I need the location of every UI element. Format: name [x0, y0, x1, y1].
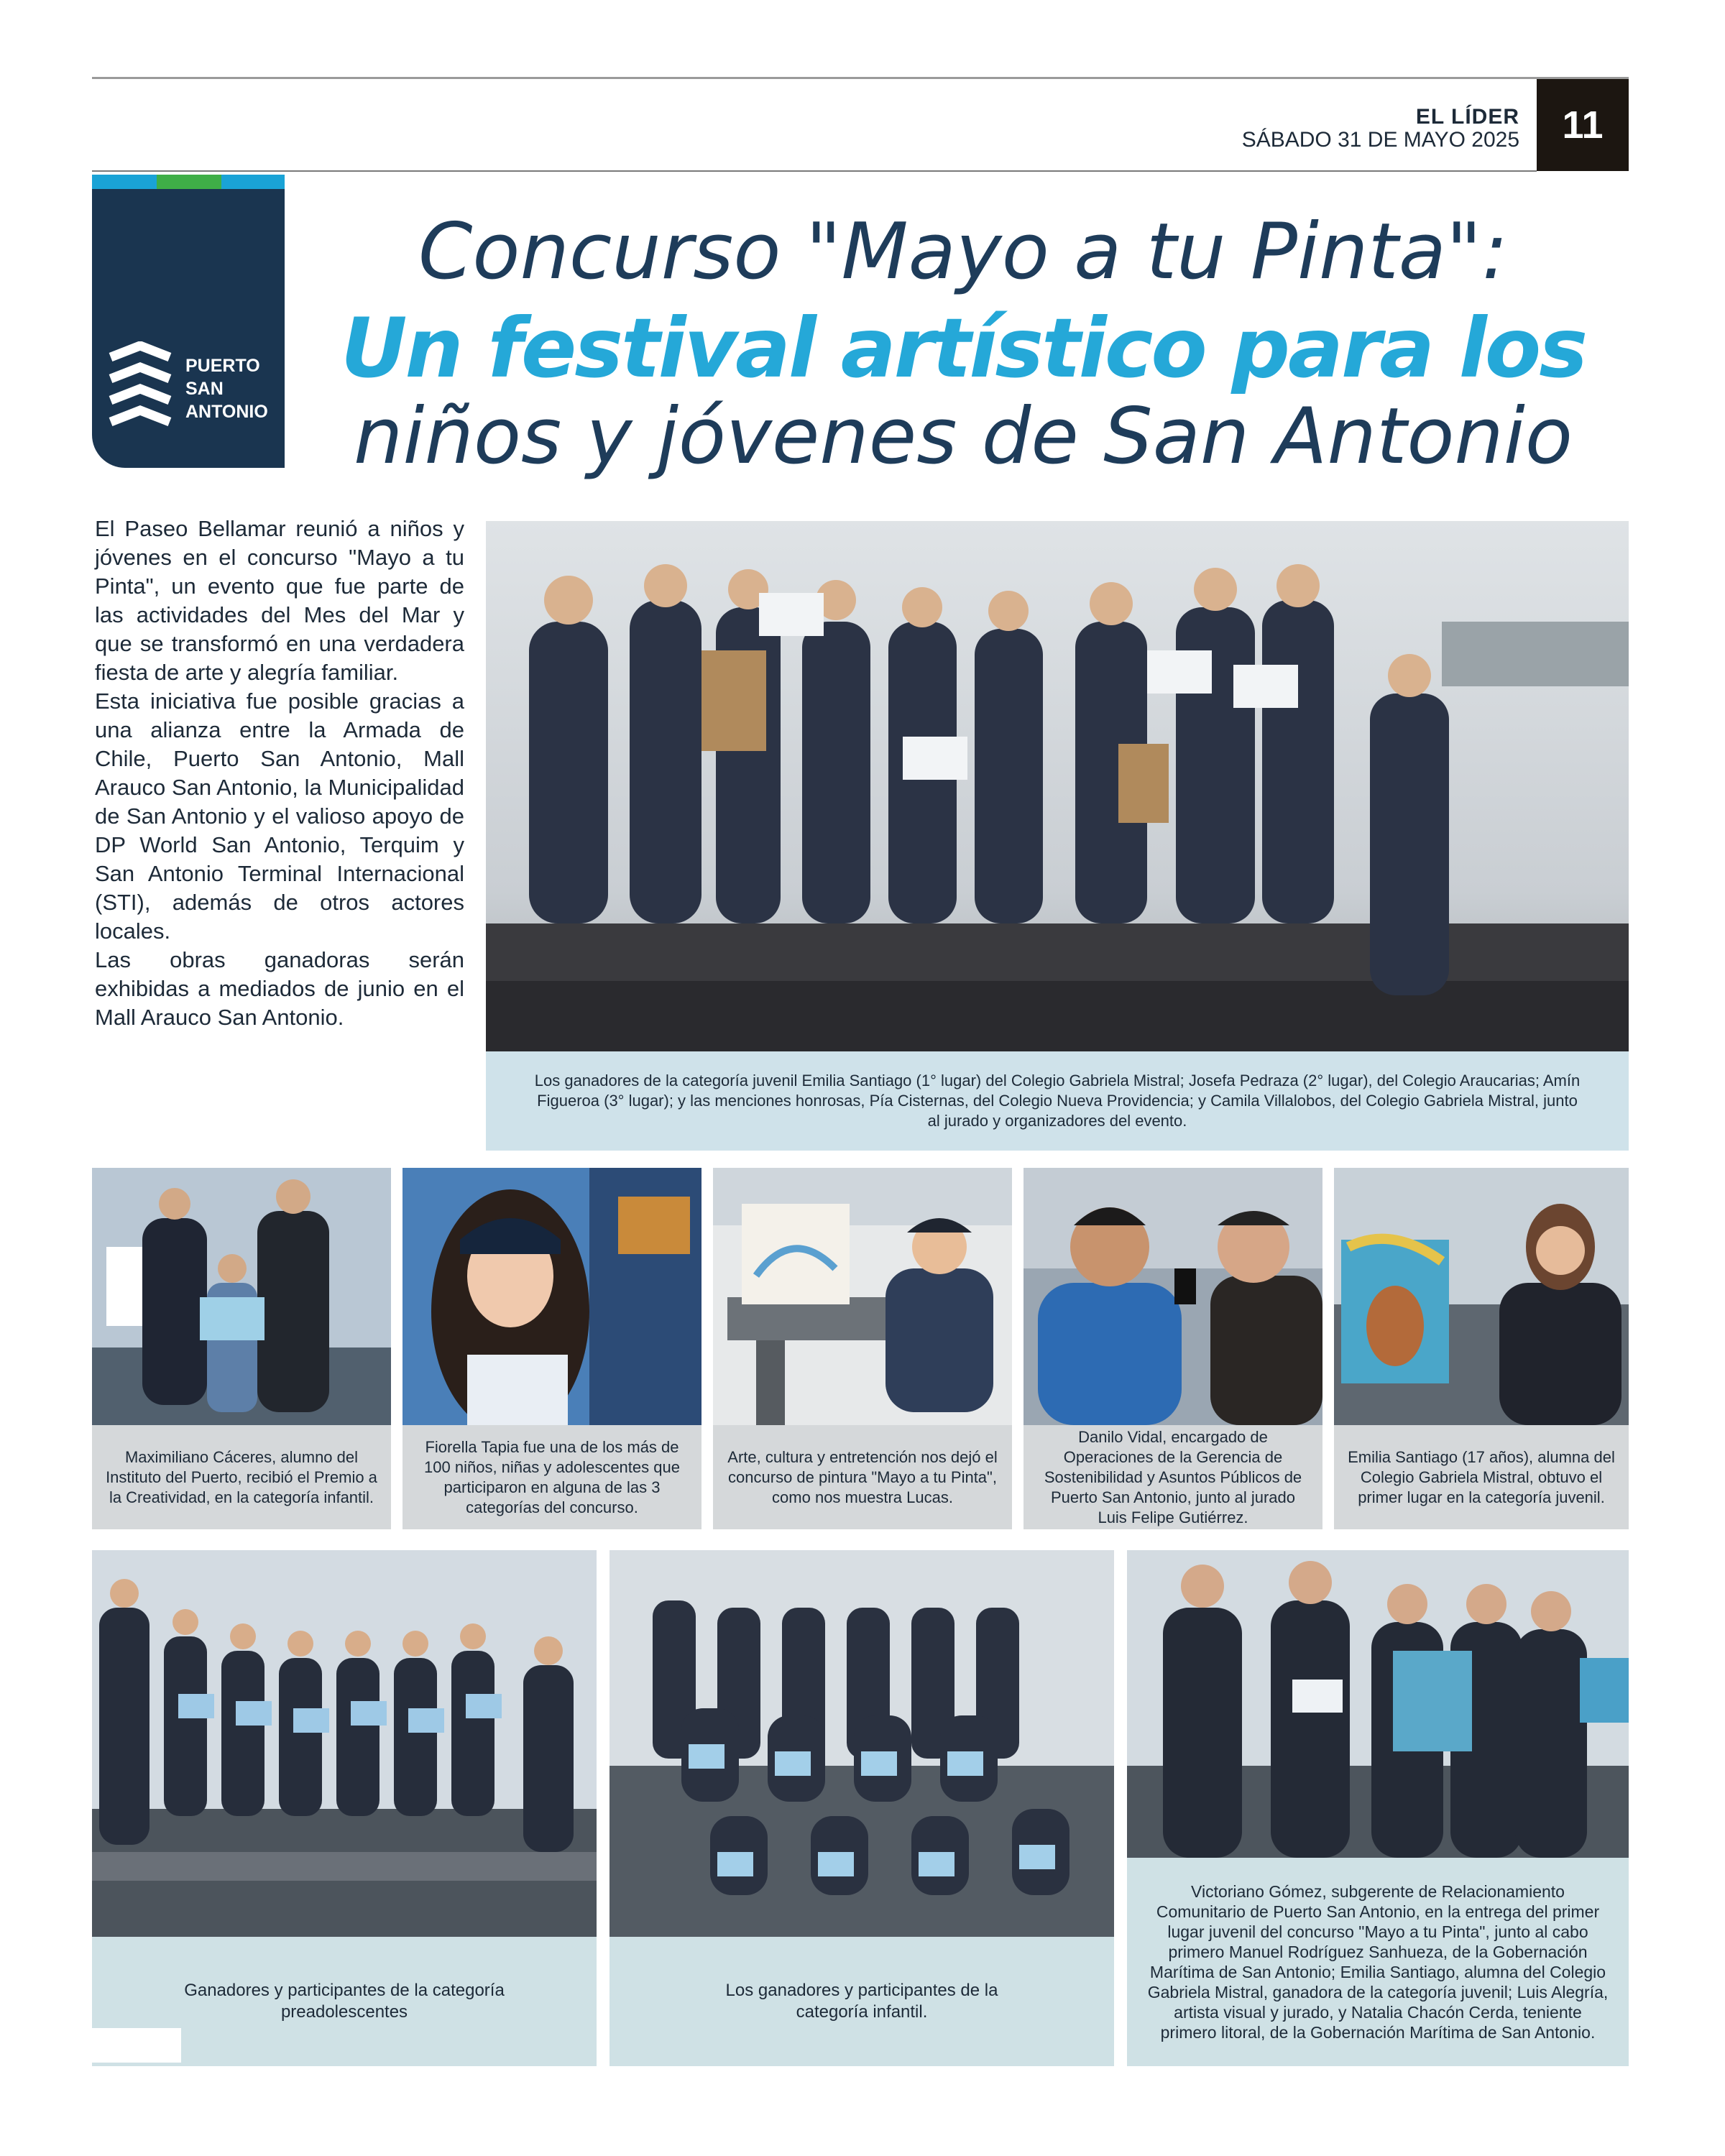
main-photo-caption: Los ganadores de la categoría juvenil Emilia Santiago (1° lugar) del Colegio Gabriela Mistral; Josefa Pedraza (2° lugar), del Colegio Araucarias; Amín Figueroa (3° lugar); y las menciones honrosas, Pía Cisternas, del Colegio Nueva Providencia; y Camila Villalobos, del Colegio Gabriela Mistral, junto al jurado y organizadores del evento. [486, 1051, 1629, 1151]
photo-victoriano [1127, 1550, 1629, 1858]
masthead [1242, 106, 1519, 151]
header-rule [92, 170, 1537, 172]
photo-preadolescentes [92, 1550, 597, 1937]
caption-fiorella: Fiorella Tapia fue una de los más de 100 niños, niñas y adolescentes que participaron en alguna de las 3 categorías del concurso. [402, 1425, 702, 1529]
section-name: PUERTO SAN ANTONIO [185, 356, 268, 422]
photo-emilia [1334, 1168, 1629, 1425]
photo-lucas [713, 1168, 1012, 1425]
caption-victoriano: Victoriano Gómez, subgerente de Relacionamiento Comunitario de Puerto San Antonio, en la entrega del primer lugar juvenil del concurso "Mayo a tu Pinta", junto al cabo primero Manuel Rodríguez Sanhueza, de la Gobernación Marítima de San Antonio; Emilia Santiago, alumna del Colegio Gabriela Mistral, ganadora de la categoría juvenil; Luis Alegría, artista visual y jurado, y Natalia Chacón Cerda, teniente primero litoral, de la Gobernación Marítima de San Antonio. [1127, 1858, 1629, 2066]
caption-infantil: Los ganadores y participantes de la categoría infantil. [610, 1937, 1114, 2066]
publication-name: EL LÍDER [1415, 105, 1519, 129]
photo-maximiliano [92, 1168, 391, 1425]
photo-infantil [610, 1550, 1114, 1937]
caption-maximiliano: Maximiliano Cáceres, alumno del Instituto del Puerto, recibió el Premio a la Creatividad, en la categoría infantil. [92, 1425, 391, 1529]
caption-preadolescentes: Ganadores y participantes de la categoría preadolescentes [92, 1937, 597, 2066]
caption-danilo: Danilo Vidal, encargado de Operaciones de la Gerencia de Sostenibilidad y Asuntos Públicos de Puerto San Antonio, junto al jurado Luis Felipe Gutiérrez. [1024, 1425, 1322, 1529]
caption-emilia: Emilia Santiago (17 años), alumna del Colegio Gabriela Mistral, obtuvo el primer lugar en la categoría juvenil. [1334, 1425, 1629, 1529]
paragraph-1: El Paseo Bellamar reunió a niños y jóvenes en el concurso "Mayo a tu Pinta", un evento que fue parte de las actividades del Mes del Mar y que se transformó en una verdadera fiesta de arte y alegría familiar. [95, 516, 464, 685]
paragraph-3: Las obras ganadoras serán exhibidas a mediados de junio en el Mall Arauco San Antonio. [95, 947, 464, 1030]
headline-line-2: Un festival artístico para los [340, 300, 1586, 396]
photo-fiorella [402, 1168, 702, 1425]
photo-danilo [1024, 1168, 1322, 1425]
article-body [95, 515, 464, 1032]
corner-mark [92, 2028, 181, 2063]
top-rule [92, 77, 1629, 79]
page-number: 11 [1537, 79, 1629, 171]
paragraph-2: Esta iniciativa fue posible gracias a una alianza entre la Armada de Chile, Puerto San Antonio, Mall Arauco San Antonio, la Municipalidad de San Antonio y el valioso apoyo de DP World San Antonio, Terquim y San Antonio Terminal Internacional (STI), además de otros actores locales. [95, 688, 464, 944]
headline-line-1: Concurso "Mayo a tu Pinta": [418, 207, 1508, 297]
headline-line-3: niños y jóvenes de San Antonio [354, 392, 1573, 482]
main-photo [486, 521, 1629, 1051]
caption-lucas: Arte, cultura y entretención nos dejó el concurso de pintura "Mayo a tu Pinta", como nos muestra Lucas. [713, 1425, 1012, 1529]
section-tag [92, 175, 285, 468]
tag-stripe-1 [92, 175, 157, 189]
tag-stripe-2 [157, 175, 221, 189]
waves-logo-icon [108, 341, 172, 428]
publication-date: SÁBADO 31 DE MAYO 2025 [1241, 128, 1519, 152]
tag-stripe-3 [221, 175, 285, 189]
